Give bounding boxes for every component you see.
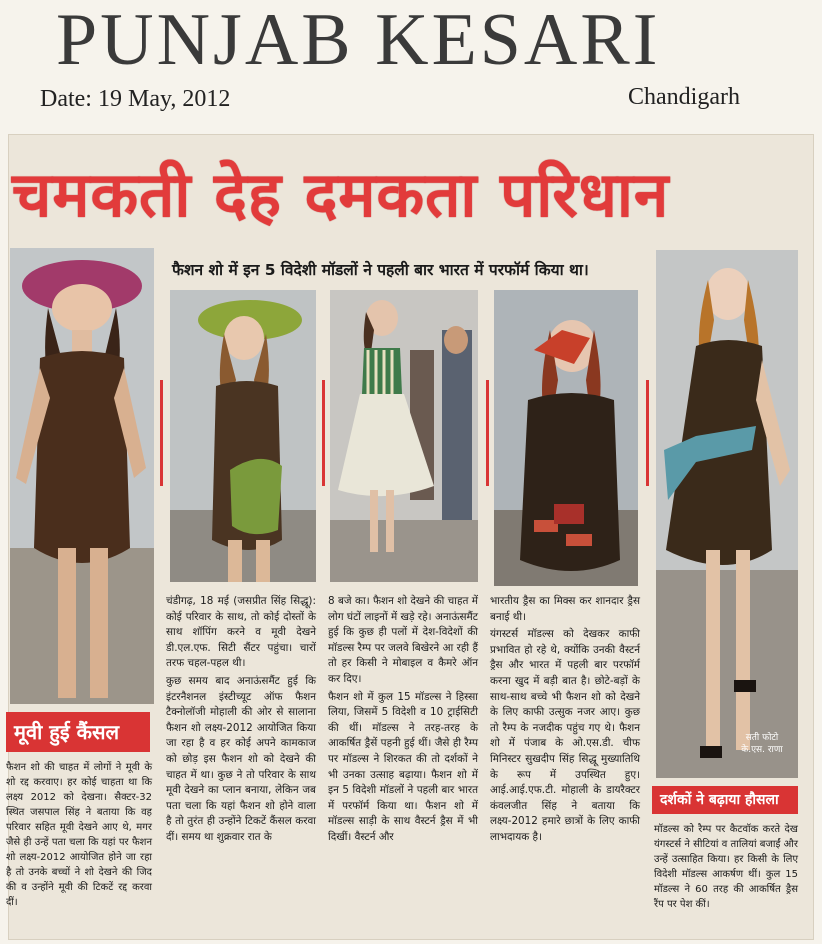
newspaper-title: PUNJAB KESARI <box>56 0 661 81</box>
red-divider-3 <box>486 380 489 486</box>
article-subheadline: फैशन शो में इन 5 विदेशी मॉडलों ने पहली बार भारत में परफॉर्म किया था। <box>172 261 589 279</box>
box-left-title: मूवी हुई कैंसल <box>6 712 150 752</box>
model-photo-2 <box>170 290 316 582</box>
column-2-paragraph-2: फैशन शो में कुल 15 मॉडल्स ने हिस्सा लिया, जिसमें 5 विदेशी व 10 ट्राईसिटी की थीं। मॉडल्स ने तरह-तरह के आकर्षित ड्रैसें पहनी हुई थीं। जैसे ही रैम्प पर मॉडल्स ने शिरकत की तो दर्शकों ने भी उनका उत्साह बढ़ाया। फैशन शो में इन 5 विदेशी मॉडलों ने पहली बार भारत में परफॉर्म किया था। फैशन शो में मॉडल्स साड़ी के साथ वैस्टर्न ड्रैस में भी दिखीं। वैस्टर्न और <box>328 690 478 843</box>
column-3-paragraph-1: भारतीय ड्रैस का मिक्स कर शानदार ड्रैस बनाई थी। <box>490 595 640 623</box>
column-1-paragraph-2: कुछ समय बाद अनाऊंसमैंट हुई कि इंटरनैशनल इंस्टीच्यूट ऑफ फैशन टैक्नोलॉजी मोहाली की ओर से सालाना फैशन शो लक्ष्य-2012 आयोजित किया जा रहा है व हर कोई अपने कामकाज को छोड़ इस फैशन शो को देखने की चाहत में था। कुछ ने तो परिवार के साथ मूवी देखने का प्लान बनाया, लेकिन जब पता चला कि यहां फैशन शो होने वाला है तो तुरंत ही उन्होंने टिकटें कैंसल करवा दीं। समय था शुक्रवार रात के <box>166 674 316 843</box>
photo-credit <box>728 732 796 756</box>
column-2-paragraph-1: 8 बजे का। फैशन शो देखने की चाहत में लोग घंटों लाइनों में खड़े रहे। अनाऊंसमैंट हुई कि कुछ ही पलों में देश-विदेशों की मॉडल्स रैम्प पर जलवे बिखेरने आ रही हैं तो हर किसी ने मोबाइल व कैमरे ऑन कर दिए। <box>328 595 478 685</box>
model-photo-3 <box>330 290 478 582</box>
photo-credit-line-1: सती फोटो <box>745 733 779 743</box>
red-divider-1 <box>160 380 163 486</box>
column-1-paragraph-1: चंडीगढ़, 18 मई (जसप्रीत सिंह सिद्धू): कोई परिवार के साथ, तो कोई दोस्तों के साथ शॉपिंग करने व मूवी देखने डी.एल.एफ. सिटी सैंटर पहुंचा। चारों तरफ चहल-पहल थी। <box>166 595 316 670</box>
model-photo-1 <box>10 248 154 704</box>
photo-credit-line-2: के.एस. राणा <box>741 745 783 755</box>
article-headline: चमकती देह दमकता परिधान <box>12 158 670 231</box>
article-column-1 <box>166 594 316 844</box>
model-photo-5 <box>656 250 798 778</box>
publication-date: Date: 19 May, 2012 <box>40 86 231 112</box>
edition-city: Chandigarh <box>628 84 740 110</box>
masthead <box>0 0 822 80</box>
article-column-3 <box>490 594 640 854</box>
red-divider-4 <box>646 380 649 486</box>
box-left-text: फैशन शो की चाहत में लोगों ने मूवी के शो रद्द करवाए। हर कोई चाहता था कि लक्ष्य 2012 को देखना। सैक्टर-32 स्थित जसपाल सिंह ने बताया कि वह परिवार सहित मूवी देखने आए थे, मगर जैसे ही उन्हें पता चला कि यहां पर फैशन शो लक्ष्य-2012 आयोजित होने जा रहा है तो उनके बच्चों ने शो देखने की जिद की व उन्होंने मूवी की टिकटें रद्द करवा दीं। <box>6 762 152 908</box>
column-3-paragraph-2: यंगस्टर्स मॉडल्स को देखकर काफी प्रभावित हो रहे थे, क्योंकि उनकी वैस्टर्न ड्रैस और भारत में पहली बार परफॉर्म करना खुद में बड़ी बात है। छोटे-बड़ों के साथ-साथ बच्चे भी फैशन शो को देखने के लिए काफी उत्सुक नजर आए। कुछ तो रैम्प के नजदीक पहुंच गए थे। फैशन शो में पंजाब के ओ.एस.डी. चीफ मिनिस्टर सुखदीप सिंह सिद्धू मुख्यातिथि के रूप में उपस्थित हुए। आई.आई.एफ.टी. मोहाली के डायरैक्टर कंवलजीत सिंह ने बताया कि लक्ष्य-2012 हमारे छात्रों के लिए काफी लाभदायक है। <box>490 628 640 843</box>
box-right-text: मॉडल्स को रैम्प पर कैटवॉक करते देख यंगस्टर्स ने सीटियां व तालियां बजाईं और उन्हें उत्साहित किया। हर किसी के लिए विदेशी मॉडल्स आकर्षण थीं। कुल 15 मॉडल्स ने 60 तरह की आकर्षित ड्रैस रैंप पर पेश कीं। <box>654 824 798 910</box>
box-right-title: दर्शकों ने बढ़ाया हौसला <box>652 786 798 814</box>
article-column-2 <box>328 594 478 854</box>
red-divider-2 <box>322 380 325 486</box>
model-photo-4 <box>494 290 638 586</box>
